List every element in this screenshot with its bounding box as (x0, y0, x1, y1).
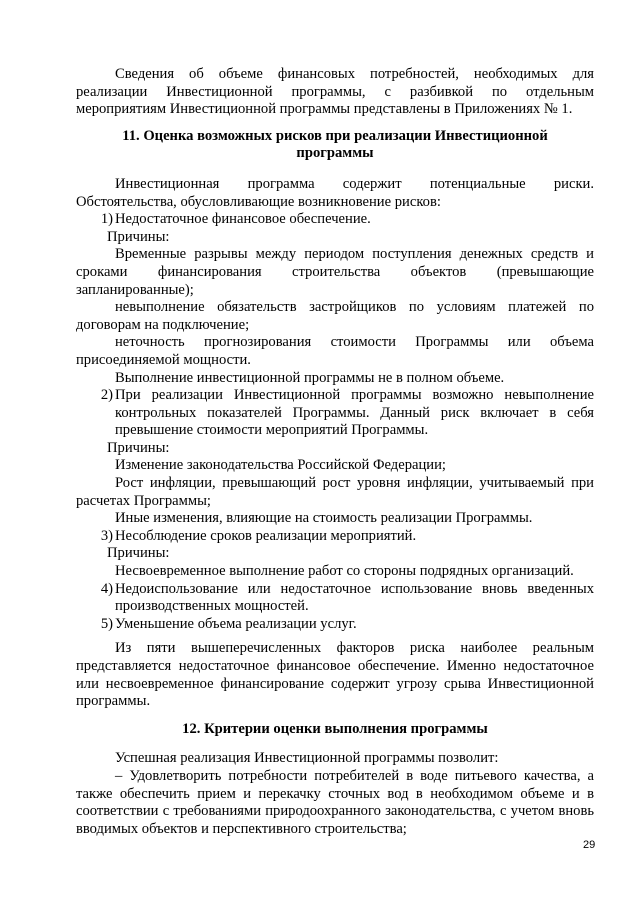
cause-item: неточность прогнозирования стоимости Программы или объема присоединяемой мощности. (76, 334, 594, 368)
section-12-intro: Успешная реализация Инвестиционной программы позволит: (115, 750, 499, 767)
risk-text: Уменьшение объема реализации услуг. (115, 615, 357, 632)
cause-item: Несвоевременное выполнение работ со стороны подрядных организаций. (115, 563, 574, 580)
risk-number: 3) (100, 527, 113, 544)
causes-label: Причины: (107, 228, 170, 245)
cause-item: невыполнение обязательств застройщиков по условиям платежей по договорам на подключение; (76, 299, 594, 333)
causes-label: Причины: (107, 439, 170, 456)
intro-paragraph: Сведения об объеме финансовых потребностей, необходимых для реализации Инвестиционной программы, с разбивкой по отдельным мероприятиям Инвестиционной программы представлены в Приложениях № 1. (76, 66, 594, 118)
cause-item: Изменение законодательства Российской Федерации; (115, 457, 446, 474)
cause-item: Временные разрывы между периодом поступления денежных средств и сроками финансирования строительства объектов (превышающие запланированные); (76, 246, 594, 298)
risk-item-2 (76, 387, 594, 440)
risk-text: Недоиспользование или недостаточное использование вновь введенных производственных мощностей. (115, 580, 594, 615)
risk-text: Несоблюдение сроков реализации мероприятий. (115, 527, 417, 544)
cause-item: Рост инфляции, превышающий рост уровня инфляции, учитываемый при расчетах Программы; (76, 475, 594, 509)
criteria-item-1: – Удовлетворить потребности потребителей в воде питьевого качества, а также обеспечить прием и перекачку сточных вод в необходимом объеме и в соответствии с требованиями природоохранного законодательства, с учетом вновь вводимых объектов и перспективного строительства; (76, 767, 594, 837)
risk-text: При реализации Инвестиционной программы возможно невыполнение контрольных показателей Программы. Данный риск включает в себя превышение стоимости мероприятий Программы. (115, 387, 594, 439)
cause-item: Выполнение инвестиционной программы не в полном объеме. (115, 369, 505, 386)
section-12-heading: 12. Критерии оценки выполнения программы (182, 720, 488, 737)
risk-number: 5) (100, 615, 113, 632)
page-number: 29 (583, 839, 596, 851)
cause-item: Иные изменения, влияющие на стоимость реализации Программы. (115, 510, 533, 527)
risk-number: 2) (100, 387, 113, 404)
risk-text: Недостаточное финансовое обеспечение. (115, 211, 371, 228)
section-11-conclusion: Из пяти вышеперечисленных факторов риска наиболее реальным представляется недостаточное финансовое обеспечение. Именно недостаточное или несвоевременное финансирование содержит угрозу срыва Инвестиционной программы. (76, 640, 594, 710)
section-11-intro: Инвестиционная программа содержит потенциальные риски. Обстоятельства, обусловливающие возникновение рисков: (76, 175, 594, 210)
risk-number: 4) (100, 580, 113, 597)
page-content (76, 66, 594, 838)
causes-label: Причины: (107, 545, 170, 562)
risk-item-5 (76, 616, 594, 634)
risk-item-1 (76, 211, 594, 229)
risk-item-3 (76, 528, 594, 546)
risk-item-4 (76, 581, 594, 616)
risk-number: 1) (100, 211, 113, 228)
section-11-heading: 11. Оценка возможных рисков при реализации Инвестиционной программы (122, 127, 548, 162)
